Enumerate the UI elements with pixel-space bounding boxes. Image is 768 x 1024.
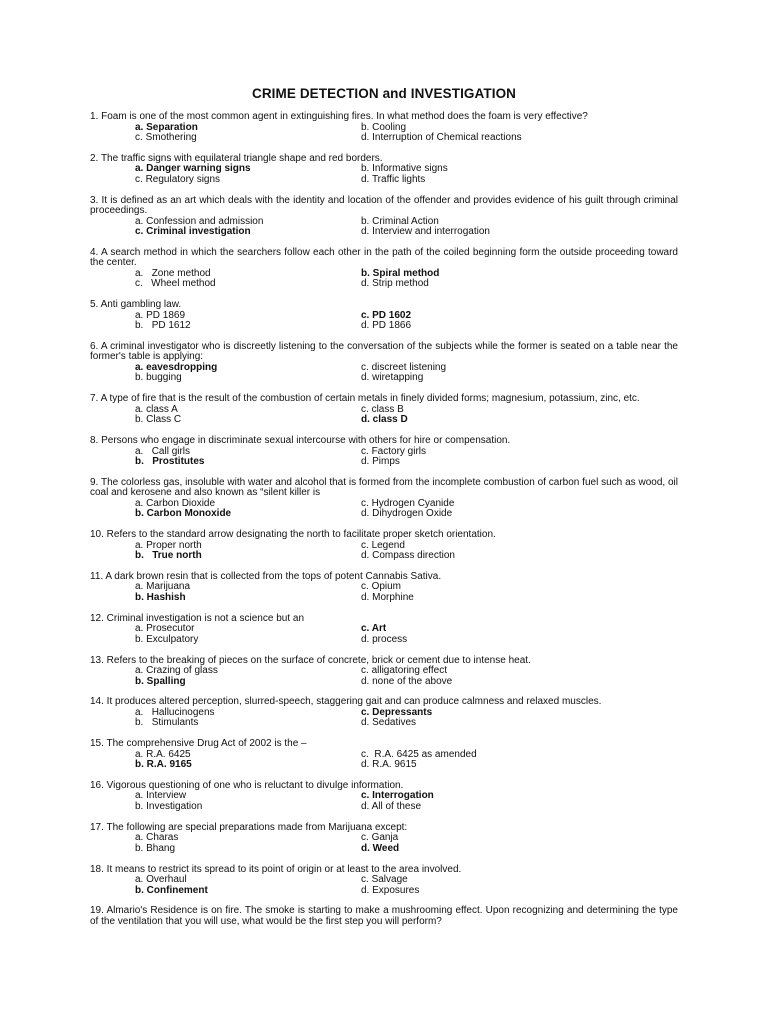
question-item <box>90 739 678 771</box>
answer-option <box>361 133 678 144</box>
option-letter: a. <box>135 623 147 635</box>
option-letter: b. <box>361 121 373 133</box>
correct-answer-text: R.A. 9165 <box>146 759 192 771</box>
correct-answer-text: Art <box>371 623 387 635</box>
option-letter: b. <box>135 320 152 332</box>
option-letter: a. <box>135 790 147 802</box>
question-item <box>90 436 678 468</box>
option-text: Interview and interrogation <box>372 226 490 238</box>
option-text: Zone method <box>151 267 211 279</box>
question-item <box>90 248 678 290</box>
correct-answer-text: Confinement <box>146 884 208 896</box>
question-item <box>90 394 678 426</box>
answer-options <box>90 123 678 144</box>
option-text: process <box>372 633 408 645</box>
answer-options <box>90 666 678 687</box>
option-text: class B <box>371 403 404 415</box>
option-letter: a. <box>135 215 147 227</box>
answer-option <box>361 677 678 688</box>
option-text: Carbon Dioxide <box>146 497 216 509</box>
answer-option <box>135 635 361 646</box>
question-item <box>90 781 678 813</box>
option-letter: b. <box>361 267 373 279</box>
question-item <box>90 300 678 332</box>
option-text: none of the above <box>372 675 453 687</box>
option-text: R.A. 9615 <box>372 759 417 771</box>
option-text: Proper north <box>146 539 202 551</box>
option-text: Investigation <box>146 800 203 812</box>
option-letter: a. <box>135 445 152 457</box>
correct-answer-text: class D <box>372 414 408 426</box>
option-text: PD 1612 <box>151 320 191 332</box>
option-text: Criminal Action <box>372 215 439 227</box>
option-letter: b. <box>135 884 147 896</box>
option-letter: c. <box>361 497 372 509</box>
document-title: CRIME DETECTION and INVESTIGATION <box>251 86 517 101</box>
question-text: 9. The colorless gas, insoluble with water and alcohol that is formed from the incomplete combustion of carbon fuel such as wood, oil coal and kerosene and also known as “silent killer is <box>90 476 678 499</box>
answer-option <box>361 844 678 855</box>
answer-option <box>361 551 678 562</box>
option-letter: a. <box>135 267 152 279</box>
answer-option <box>135 593 361 604</box>
option-text: Overhaul <box>146 874 187 886</box>
option-text: Compass direction <box>372 550 455 562</box>
answer-option <box>361 415 678 426</box>
correct-answer-text: Prostitutes <box>152 456 205 468</box>
option-text: R.A. 6425 as amended <box>374 748 477 760</box>
correct-answer-text: Criminal investigation <box>146 226 251 238</box>
question-text: 17. The following are special preparations made from Marijuana except: <box>90 821 408 833</box>
question-item <box>90 614 678 646</box>
answer-option <box>135 760 361 771</box>
option-text: Dihydrogen Oxide <box>372 508 453 520</box>
correct-answer-text: Carbon Monoxide <box>146 508 232 520</box>
answer-option <box>135 227 361 238</box>
option-letter: a. <box>135 163 147 175</box>
answer-option <box>361 279 678 290</box>
question-item <box>90 478 678 520</box>
answer-option <box>361 227 678 238</box>
answer-option <box>361 373 678 384</box>
option-letter: b. <box>135 550 153 562</box>
question-item <box>90 865 678 897</box>
question-item <box>90 656 678 688</box>
answer-option <box>361 447 678 458</box>
correct-answer-text: eavesdropping <box>146 361 218 373</box>
option-letter: c. <box>361 581 372 593</box>
question-text: 2. The traffic signs with equilateral triangle shape and red borders. <box>90 152 383 164</box>
option-letter: d. <box>361 884 373 896</box>
option-letter: c. <box>361 790 373 802</box>
option-letter: c. <box>361 361 372 373</box>
answer-option <box>135 279 361 290</box>
option-letter: b. <box>135 414 147 426</box>
option-letter: d. <box>361 550 373 562</box>
option-text: Salvage <box>371 874 408 886</box>
question-item <box>90 196 678 238</box>
correct-answer-text: Spalling <box>146 675 186 687</box>
answer-option <box>135 886 361 897</box>
option-text: Class C <box>146 414 182 426</box>
answer-option <box>361 175 678 186</box>
answer-option <box>135 802 361 813</box>
answer-options <box>90 582 678 603</box>
option-letter: b. <box>135 842 147 854</box>
option-letter: b. <box>135 633 147 645</box>
answer-option <box>361 321 678 332</box>
answer-option <box>135 551 361 562</box>
option-text: alligatoring effect <box>371 665 447 677</box>
question-text: 12. Criminal investigation is not a science but an <box>90 612 305 624</box>
answer-options <box>90 405 678 426</box>
answer-option <box>135 415 361 426</box>
question-text: 16. Vigorous questioning of one who is reluctant to divulge information. <box>90 779 404 791</box>
answer-option <box>361 405 678 416</box>
answer-option <box>135 175 361 186</box>
option-text: Factory girls <box>371 445 427 457</box>
answer-option <box>135 718 361 729</box>
option-text: Exposures <box>372 884 420 896</box>
correct-answer-text: Depressants <box>372 706 433 718</box>
option-letter: c. <box>361 403 372 415</box>
option-text: wiretapping <box>372 372 424 384</box>
question-text: 5. Anti gambling law. <box>90 299 182 311</box>
option-text: Interview <box>146 790 187 802</box>
answer-option <box>361 886 678 897</box>
option-text: Regulatory signs <box>145 173 221 185</box>
option-text: Charas <box>146 832 179 844</box>
option-text: Ganja <box>371 832 399 844</box>
option-letter: d. <box>361 414 373 426</box>
question-item <box>90 112 678 144</box>
option-letter: c. <box>361 445 372 457</box>
option-letter: c. <box>361 706 373 718</box>
option-letter: d. <box>361 717 373 729</box>
answer-option <box>361 833 678 844</box>
answer-option <box>361 457 678 468</box>
answer-option <box>135 373 361 384</box>
question-text: 18. It means to restrict its spread to its point of origin or at least to the area involved. <box>90 863 462 875</box>
option-letter: a. <box>135 581 147 593</box>
option-text: bugging <box>146 372 182 384</box>
option-text: Wheel method <box>151 278 216 290</box>
answer-options <box>90 499 678 520</box>
question-text: 11. A dark brown resin that is collected from the tops of potent Cannabis Sativa. <box>90 570 442 582</box>
answer-option <box>361 624 678 635</box>
option-text: Informative signs <box>372 163 448 175</box>
answer-options <box>90 269 678 290</box>
option-letter: a. <box>135 403 147 415</box>
option-text: Strip method <box>372 278 429 290</box>
option-letter: a. <box>135 665 147 677</box>
option-letter: b. <box>135 591 147 603</box>
question-item <box>90 697 678 729</box>
answer-option <box>361 593 678 604</box>
answer-option <box>361 802 678 813</box>
option-letter: b. <box>135 759 147 771</box>
option-letter: d. <box>361 759 373 771</box>
question-text: 19. Almario's Residence is on fire. The smoke is starting to make a mushrooming effect. Upon recognizing and determining the type of the ventilation that you will use, what would be the first step you will perform? <box>90 905 678 927</box>
option-letter: c. <box>135 132 146 143</box>
question-text: 8. Persons who engage in discriminate sexual intercourse with others for hire or compensation. <box>90 435 511 447</box>
answer-option <box>135 509 361 520</box>
answer-option <box>361 760 678 771</box>
answer-options <box>90 363 678 384</box>
option-letter: a. <box>135 309 147 321</box>
option-text: Pimps <box>372 456 400 468</box>
option-text: R.A. 6425 <box>146 748 191 760</box>
correct-answer-text: PD 1602 <box>372 309 412 321</box>
answer-option <box>135 457 361 468</box>
option-letter: d. <box>361 226 373 238</box>
option-text: Stimulants <box>151 717 199 729</box>
question-text: 15. The comprehensive Drug Act of 2002 is the – <box>90 738 307 750</box>
option-letter: b. <box>361 163 373 175</box>
answer-options <box>90 833 678 854</box>
option-text: Interruption of Chemical reactions <box>372 132 522 143</box>
option-letter: d. <box>361 132 373 143</box>
answer-options <box>90 708 678 729</box>
option-text: Sedatives <box>372 717 417 729</box>
option-text: Bhang <box>146 842 176 854</box>
question-text: 14. It produces altered perception, slurred-speech, staggering gait and can produce calmness and relaxed muscles. <box>90 696 602 708</box>
document-page <box>90 86 678 938</box>
answer-option <box>135 844 361 855</box>
option-letter: b. <box>135 508 147 520</box>
option-letter: c. <box>361 832 372 844</box>
option-letter: b. <box>135 717 152 729</box>
question-item <box>90 572 678 604</box>
option-text: Exculpatory <box>146 633 199 645</box>
option-text: Opium <box>371 581 402 593</box>
option-letter: d. <box>361 633 373 645</box>
option-letter: d. <box>361 675 373 687</box>
option-letter: c. <box>135 278 152 290</box>
option-letter: b. <box>135 456 153 468</box>
answer-options <box>90 217 678 238</box>
correct-answer-text: Danger warning signs <box>146 163 251 175</box>
option-letter: d. <box>361 456 373 468</box>
option-text: Cooling <box>372 121 407 133</box>
option-letter: b. <box>135 372 147 384</box>
question-item <box>90 530 678 562</box>
answer-options <box>90 164 678 185</box>
option-letter: a. <box>135 497 147 509</box>
answer-option <box>135 677 361 688</box>
question-item <box>90 906 678 927</box>
option-letter: c. <box>361 874 372 886</box>
question-text: 7. A type of fire that is the result of the combustion of certain metals in finely divided forms; magnesium, potassium, zinc, etc. <box>90 393 640 405</box>
correct-answer-text: Weed <box>372 842 400 854</box>
option-text: Smothering <box>145 132 197 143</box>
option-letter: c. <box>361 539 372 551</box>
option-letter: a. <box>135 832 147 844</box>
question-text: 4. A search method in which the searchers follow each other in the path of the coiled beginning form the outside proceeding toward the center. <box>90 246 678 269</box>
option-letter: c. <box>135 173 146 185</box>
answer-options <box>90 311 678 332</box>
option-text: PD 1866 <box>372 320 412 332</box>
option-letter: b. <box>135 675 147 687</box>
question-item <box>90 154 678 186</box>
option-text: Traffic lights <box>371 173 426 185</box>
option-letter: d. <box>361 842 373 854</box>
answer-option <box>135 133 361 144</box>
option-text: PD 1869 <box>146 309 186 321</box>
answer-options <box>90 541 678 562</box>
option-text: Hydrogen Cyanide <box>371 497 455 509</box>
option-letter: d. <box>361 508 373 520</box>
option-letter: d. <box>361 372 373 384</box>
answer-options <box>90 875 678 896</box>
answer-options <box>90 791 678 812</box>
answer-options <box>90 447 678 468</box>
option-text: Call girls <box>151 445 191 457</box>
option-letter: a. <box>135 748 147 760</box>
question-text: 10. Refers to the standard arrow designating the north to facilitate proper sketch orientation. <box>90 529 496 541</box>
answer-option <box>135 321 361 332</box>
question-item <box>90 823 678 855</box>
option-letter: d. <box>361 173 372 185</box>
answer-options <box>90 750 678 771</box>
option-text: Morphine <box>372 591 414 603</box>
option-text: discreet listening <box>371 361 447 373</box>
correct-answer-text: True north <box>152 550 202 562</box>
option-letter: c. <box>361 665 372 677</box>
correct-answer-text: Spiral method <box>372 267 440 279</box>
option-text: Marijuana <box>146 581 191 593</box>
question-text: 6. A criminal investigator who is discreetly listening to the conversation of the subjects while the former is seated on a table near the former's table is applying: <box>90 340 678 363</box>
question-item <box>90 342 678 384</box>
option-text: Confession and admission <box>146 215 264 227</box>
answer-option <box>361 718 678 729</box>
answer-option <box>361 635 678 646</box>
option-text: Legend <box>371 539 405 551</box>
option-letter: b. <box>361 215 373 227</box>
correct-answer-text: Separation <box>146 121 198 133</box>
correct-answer-text: Interrogation <box>372 790 434 802</box>
option-letter: a. <box>135 874 147 886</box>
answer-options <box>90 624 678 645</box>
option-letter: d. <box>361 278 373 290</box>
option-letter: a. <box>135 706 152 718</box>
question-text: 3. It is defined as an art which deals with the identity and location of the offender and provides evidence of his guilt through criminal proceedings. <box>90 194 678 217</box>
correct-answer-text: Hashish <box>146 591 186 603</box>
option-text: All of these <box>371 800 422 812</box>
option-text: Crazing of glass <box>146 665 218 677</box>
option-letter: d. <box>361 320 373 332</box>
answer-option <box>361 509 678 520</box>
option-text: Prosecutor <box>146 623 195 635</box>
option-letter: b. <box>135 800 147 812</box>
option-letter: a. <box>135 121 147 133</box>
question-text: 1. Foam is one of the most common agent in extinguishing fires. In what method does the foam is very effective? <box>90 111 588 122</box>
question-list <box>90 112 678 927</box>
option-text: Hallucinogens <box>151 706 215 718</box>
option-letter: d. <box>361 591 373 603</box>
option-letter: c. <box>135 226 147 238</box>
option-letter: a. <box>135 539 147 551</box>
option-text: class A <box>146 403 178 415</box>
option-letter: c. <box>361 748 375 760</box>
option-letter: a. <box>135 361 147 373</box>
option-letter: c. <box>361 623 372 635</box>
question-text: 13. Refers to the breaking of pieces on the surface of concrete, brick or cement due to intense heat. <box>90 654 531 666</box>
option-letter: c. <box>361 309 373 321</box>
option-letter: d. <box>361 800 372 812</box>
